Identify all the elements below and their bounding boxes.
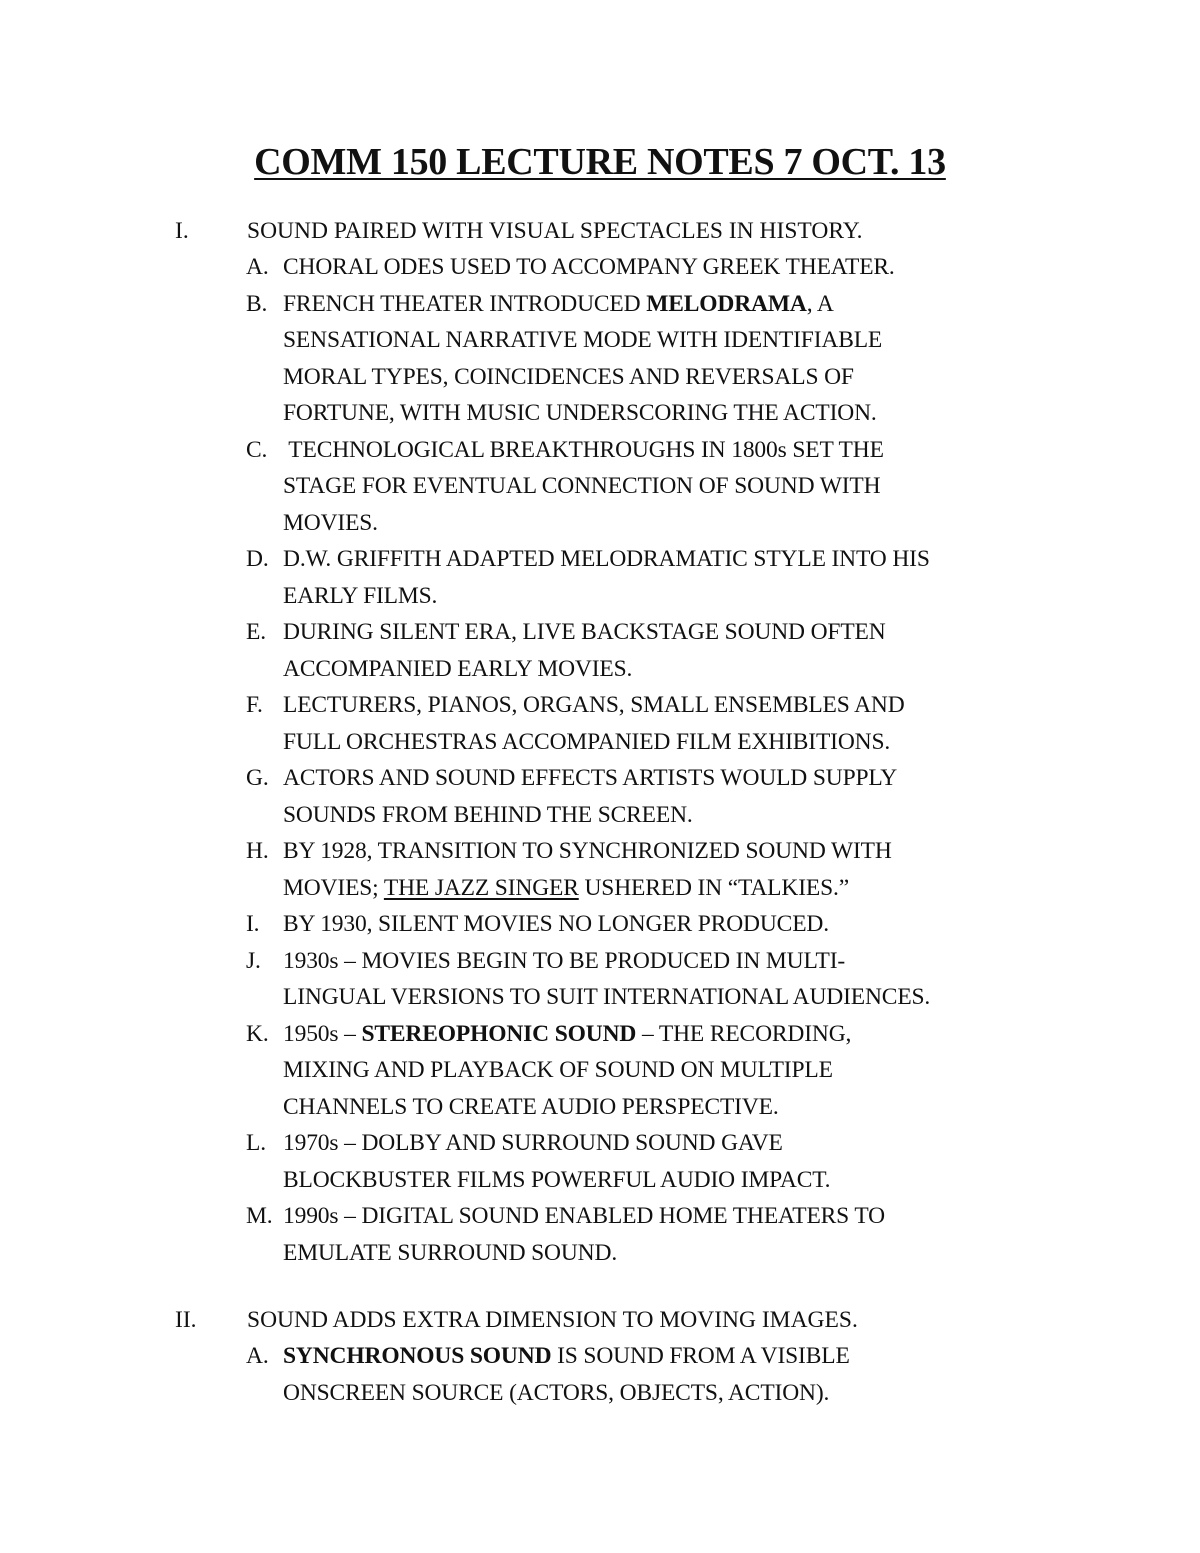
item-line: FULL ORCHESTRAS ACCOMPANIED FILM EXHIBITIONS. <box>283 728 891 755</box>
item-line: EARLY FILMS. <box>283 582 438 609</box>
item-text: FRENCH THEATER INTRODUCED <box>283 290 647 317</box>
list-item-g <box>0 760 1200 833</box>
item-letter: C. <box>246 436 268 463</box>
item-letter: B. <box>246 290 268 317</box>
list-item-j <box>0 943 1200 1016</box>
item-line: 1970s – DOLBY AND SURROUND SOUND GAVE <box>283 1130 783 1156</box>
list-item-h <box>0 833 1200 906</box>
list-item-a <box>0 249 1200 286</box>
bold-term: MELODRAMA <box>646 290 807 317</box>
item-line <box>283 1016 1063 1053</box>
item-line: BY 1930, SILENT MOVIES NO LONGER PRODUCED. <box>283 911 829 937</box>
item-text: 1950s – <box>283 1020 362 1047</box>
section-2 <box>0 1302 1200 1411</box>
item-letter: E. <box>246 619 266 645</box>
item-line: ACCOMPANIED EARLY MOVIES. <box>283 655 633 682</box>
item-line <box>283 286 1063 323</box>
bold-term: SYNCHRONOUS SOUND <box>283 1343 552 1369</box>
item-text: , A <box>806 290 834 317</box>
item-line: ONSCREEN SOURCE (ACTORS, OBJECTS, ACTION). <box>283 1379 830 1406</box>
section-numeral: I. <box>175 218 189 244</box>
item-letter: L. <box>246 1130 266 1156</box>
item-text: IS SOUND FROM A VISIBLE <box>551 1343 850 1369</box>
film-title: THE JAZZ SINGER <box>383 874 579 901</box>
item-line: LINGUAL VERSIONS TO SUIT INTERNATIONAL AUDIENCES. <box>283 984 931 1010</box>
item-line: MIXING AND PLAYBACK OF SOUND ON MULTIPLE <box>283 1057 833 1083</box>
item-line: CHANNELS TO CREATE AUDIO PERSPECTIVE. <box>283 1093 779 1120</box>
item-line <box>283 870 1063 907</box>
item-line: STAGE FOR EVENTUAL CONNECTION OF SOUND WITH <box>283 473 881 499</box>
item-text: – THE RECORDING, <box>636 1020 852 1047</box>
section-heading <box>0 213 1200 249</box>
item-line: MOVIES. <box>283 509 378 536</box>
list-item-c <box>0 432 1200 542</box>
item-letter: D. <box>246 546 269 572</box>
item-line: EMULATE SURROUND SOUND. <box>283 1239 618 1266</box>
item-letter: I. <box>246 911 260 937</box>
item-letter: G. <box>246 765 269 791</box>
item-line: FORTUNE, WITH MUSIC UNDERSCORING THE ACTION. <box>283 400 877 426</box>
item-text: USHERED IN “TALKIES.” <box>578 874 849 901</box>
item-line <box>283 1338 1063 1375</box>
item-line: SOUNDS FROM BEHIND THE SCREEN. <box>283 801 693 828</box>
list-item-l <box>0 1125 1200 1198</box>
section-heading-text: SOUND PAIRED WITH VISUAL SPECTACLES IN HISTORY. <box>247 218 863 244</box>
item-letter: A. <box>246 254 269 280</box>
item-letter: F. <box>246 692 263 718</box>
list-item-b <box>0 286 1200 432</box>
list-item-m <box>0 1198 1200 1271</box>
section-numeral: II. <box>175 1307 197 1333</box>
bold-term: STEREOPHONIC SOUND <box>361 1020 637 1047</box>
item-line: 1930s – MOVIES BEGIN TO BE PRODUCED IN MULTI- <box>283 947 846 974</box>
item-letter: H. <box>246 838 269 864</box>
list-item-f <box>0 687 1200 760</box>
list-item-e <box>0 614 1200 687</box>
item-line: CHORAL ODES USED TO ACCOMPANY GREEK THEATER. <box>283 254 895 280</box>
item-letter: M. <box>246 1203 273 1229</box>
list-item-i <box>0 906 1200 943</box>
item-letter: J. <box>246 947 261 974</box>
list-item-k <box>0 1016 1200 1126</box>
page-title: COMM 150 LECTURE NOTES 7 OCT. 13 <box>254 141 946 183</box>
item-line: DURING SILENT ERA, LIVE BACKSTAGE SOUND OFTEN <box>283 619 886 645</box>
list-item-a <box>0 1338 1200 1411</box>
outline-list <box>0 249 1200 1271</box>
section-heading-text: SOUND ADDS EXTRA DIMENSION TO MOVING IMAGES. <box>247 1307 858 1333</box>
item-line: BLOCKBUSTER FILMS POWERFUL AUDIO IMPACT. <box>283 1166 831 1193</box>
item-line: BY 1928, TRANSITION TO SYNCHRONIZED SOUND WITH <box>283 838 892 864</box>
item-letter: K. <box>246 1020 269 1047</box>
item-line: 1990s – DIGITAL SOUND ENABLED HOME THEATERS TO <box>283 1203 885 1229</box>
item-line: D.W. GRIFFITH ADAPTED MELODRAMATIC STYLE INTO HIS <box>283 546 930 572</box>
section-heading <box>0 1302 1200 1338</box>
list-item-d <box>0 541 1200 614</box>
item-line: LECTURERS, PIANOS, ORGANS, SMALL ENSEMBLES AND <box>283 692 905 718</box>
item-letter: A. <box>246 1343 269 1369</box>
item-line: MORAL TYPES, COINCIDENCES AND REVERSALS OF <box>283 363 854 390</box>
section-1 <box>0 213 1200 1271</box>
outline-list <box>0 1338 1200 1411</box>
item-line: ACTORS AND SOUND EFFECTS ARTISTS WOULD SUPPLY <box>283 765 898 791</box>
item-line: SENSATIONAL NARRATIVE MODE WITH IDENTIFIABLE <box>283 327 883 353</box>
item-line: TECHNOLOGICAL BREAKTHROUGHS IN 1800s SET THE <box>283 436 884 463</box>
item-text: MOVIES; <box>283 874 384 901</box>
